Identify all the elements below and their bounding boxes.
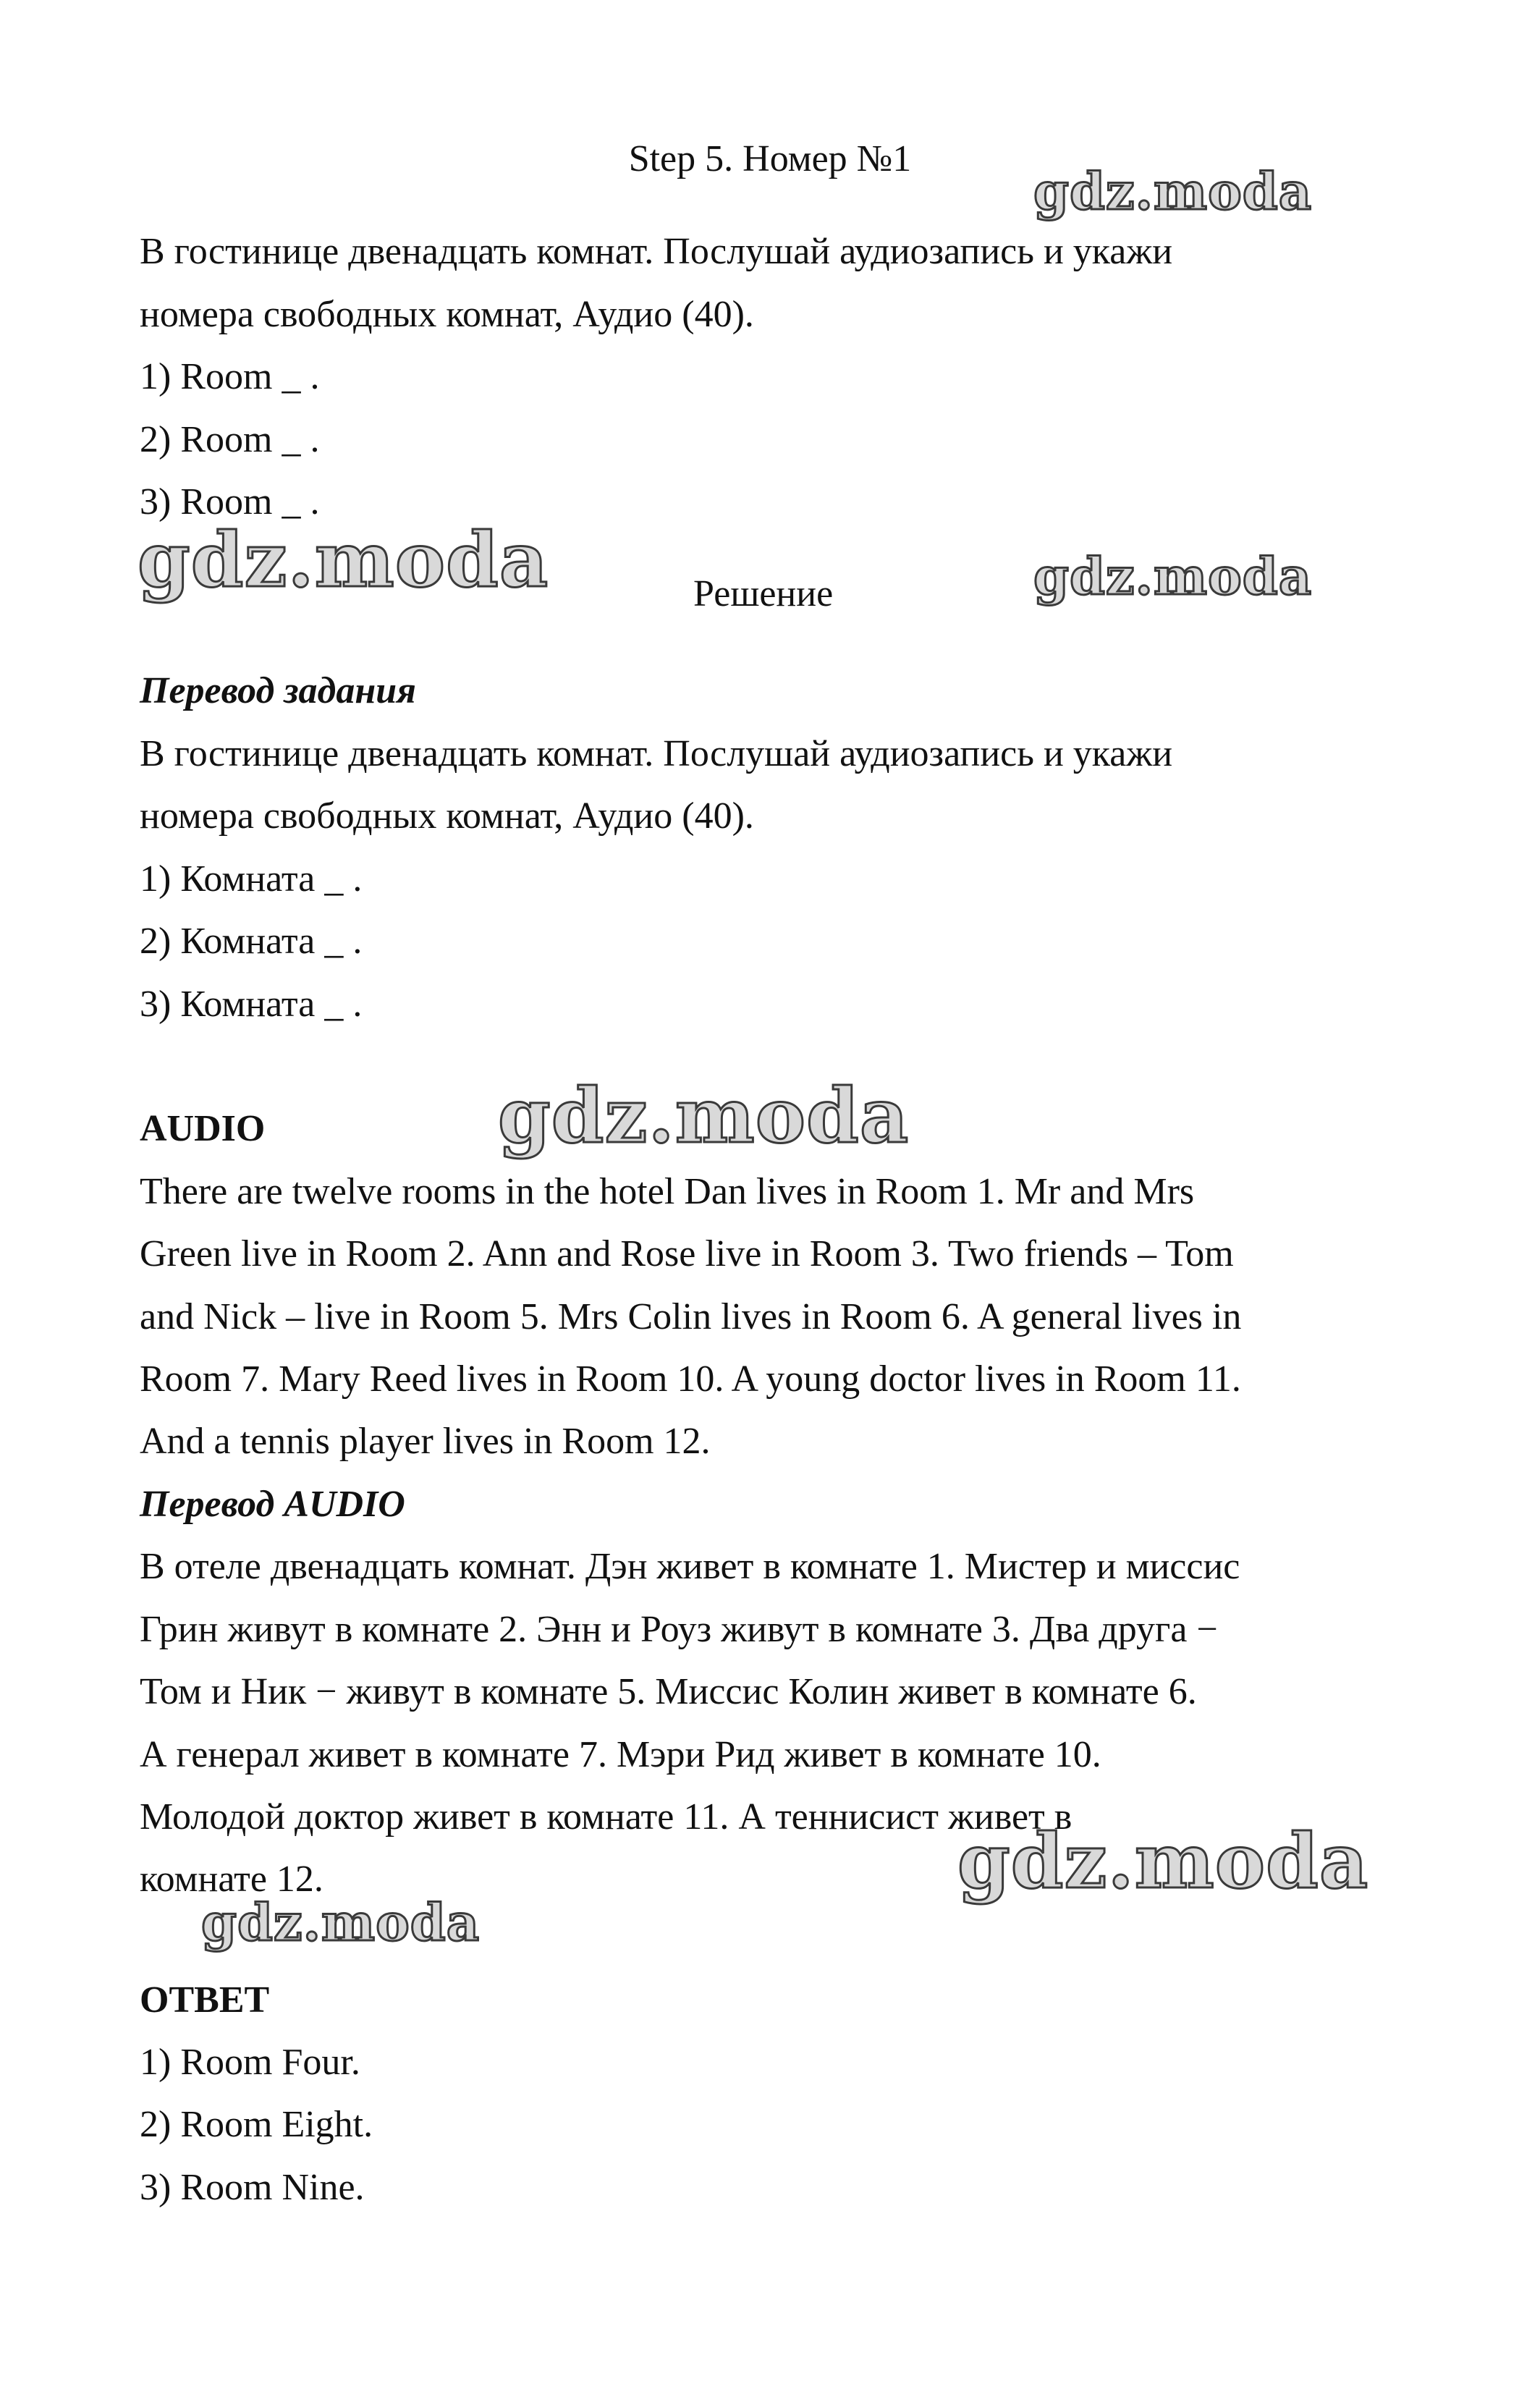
audio-line-3: and Nick – live in Room 5. Mrs Colin lives in Room 6. A general lives in — [140, 1296, 1242, 1337]
answer-item-2: 2) Room Eight. — [140, 2104, 373, 2145]
watermark-logo: gdz.moda — [201, 1893, 481, 1953]
audio-line-4: Room 7. Mary Reed lives in Room 10. A young doctor lives in Room 11. — [140, 1358, 1241, 1400]
task-text-line-2: номера свободных комнат, Аудио (40). — [140, 294, 754, 335]
translation-text-line-2: номера свободных комнат, Аудио (40). — [140, 795, 754, 837]
task-item-2: 2) Room _ . — [140, 419, 320, 460]
watermark-logo: gdz.moda — [1033, 546, 1313, 606]
answer-heading: ОТВЕТ — [140, 1979, 270, 2021]
translation-text-line-1: В гостинице двенадцать комнат. Послушай аудиозапись и укажи — [140, 733, 1173, 774]
audio-translation-heading: Перевод AUDIO — [140, 1484, 405, 1525]
audio-translation-line-1: В отеле двенадцать комнат. Дэн живет в комнате 1. Мистер и миссис — [140, 1546, 1240, 1587]
watermark-logo: gdz.moda — [138, 515, 549, 604]
audio-translation-line-5: Молодой доктор живет в комнате 11. А теннисист живет в — [140, 1796, 1072, 1838]
audio-line-1: There are twelve rooms in the hotel Dan lives in Room 1. Mr and Mrs — [140, 1171, 1195, 1212]
page-title: Step 5. Номер №1 — [628, 138, 912, 179]
translation-heading: Перевод задания — [140, 670, 416, 711]
audio-translation-line-6: комнате 12. — [140, 1859, 323, 1900]
watermark-logo: gdz.moda — [1033, 161, 1313, 221]
watermark-logo: gdz.moda — [957, 1817, 1369, 1906]
translation-item-1: 1) Комната _ . — [140, 858, 363, 900]
answer-item-1: 1) Room Four. — [140, 2042, 360, 2083]
task-text-line-1: В гостинице двенадцать комнат. Послушай аудиозапись и укажи — [140, 231, 1173, 272]
answer-item-3: 3) Room Nine. — [140, 2167, 365, 2208]
solution-title: Решение — [693, 573, 834, 614]
audio-translation-line-3: Том и Ник − живут в комнате 5. Миссис Колин живет в комнате 6. — [140, 1671, 1197, 1712]
audio-line-5: And a tennis player lives in Room 12. — [140, 1421, 711, 1462]
watermark-logo: gdz.moda — [498, 1071, 910, 1160]
audio-heading: AUDIO — [140, 1108, 266, 1149]
task-item-1: 1) Room _ . — [140, 356, 320, 397]
translation-item-3: 3) Комната _ . — [140, 984, 363, 1025]
audio-translation-line-2: Грин живут в комнате 2. Энн и Роуз живут в комнате 3. Два друга − — [140, 1609, 1218, 1650]
task-item-3: 3) Room _ . — [140, 481, 320, 523]
audio-translation-line-4: А генерал живет в комнате 7. Мэри Рид живет в комнате 10. — [140, 1734, 1101, 1775]
audio-line-2: Green live in Room 2. Ann and Rose live in Room 3. Two friends – Tom — [140, 1233, 1234, 1274]
translation-item-2: 2) Комната _ . — [140, 921, 363, 962]
